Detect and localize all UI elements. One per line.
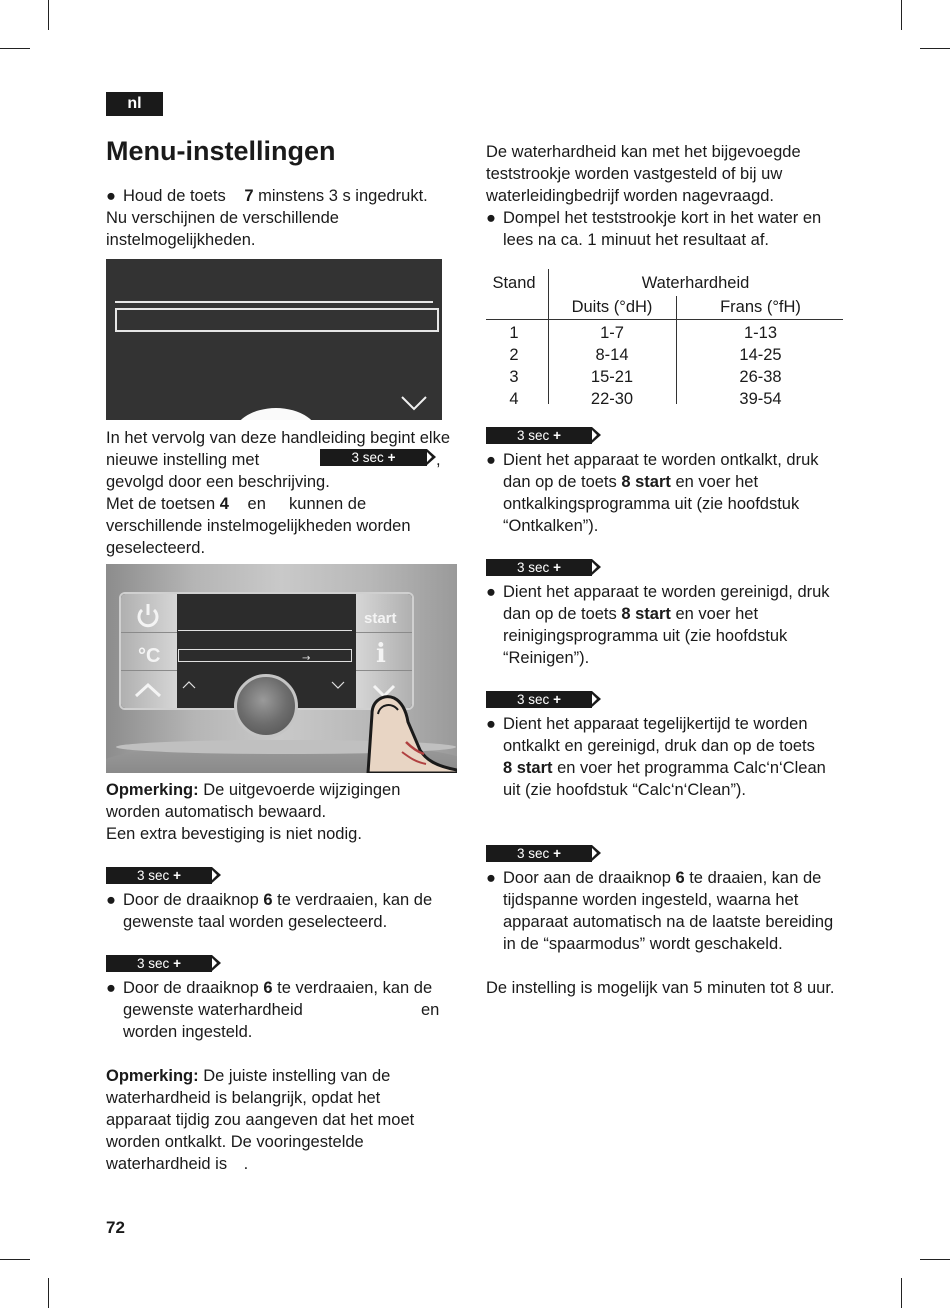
display-illustration [106, 259, 442, 420]
bullet-clean: ● Dient het apparaat te worden gereinigd, druk dan op de toets 8 start en voer het reinigingsprogramma uit (zie hoofdstuk “Reinigen”). [486, 583, 830, 667]
table-cell: 26-38 [739, 368, 782, 386]
key-number: 8 start [503, 759, 553, 777]
page-title: Menu-instellingen [106, 136, 336, 166]
bullet-language: ● Door de draaiknop 6 te verdraaien, kan de gewenste taal worden geselecteerd. [106, 891, 433, 931]
plus-icon: + [553, 428, 561, 443]
text: Dient het apparaat tegelijkertijd te worden ontkalkt en gereinigd, druk dan op de toets [503, 715, 815, 755]
paragraph: De waterhardheid kan met het bijgevoegde teststrookje worden vastgesteld of bij uw waterleidingbedrijf worden nagevraagd. [486, 143, 801, 205]
display-line [115, 301, 433, 303]
chevron-down-icon [374, 686, 394, 696]
text: Door de draaiknop [123, 979, 264, 997]
info-icon: i [376, 639, 386, 669]
language-tab: nl [106, 92, 163, 116]
bullet-calc-n-clean: ● Dient het apparaat tegelijkertijd te worden ontkalkt en gereinigd, druk dan op de toets 8 start en voer het programma Calc‘n‘Clean uit (zie hoofdstuk “Calc‘n‘Clean”). [486, 715, 826, 799]
plus-icon: + [553, 560, 561, 575]
table-divider [676, 296, 677, 404]
crop-mark [901, 0, 902, 30]
paragraph: gevolgd door een beschrijving. [106, 473, 330, 491]
three-sec-tag [486, 427, 606, 444]
key-number: 4 [219, 495, 229, 513]
page-number: 72 [106, 1218, 125, 1237]
crop-mark [0, 48, 30, 49]
bullet-water-hardness: ● Door de draaiknop 6 te verdraaien, kan de gewenste waterhardheid [106, 979, 433, 1019]
tag-text: 3 sec [137, 868, 170, 883]
chevron-down-icon [332, 682, 344, 688]
key-number: 6 [263, 979, 273, 997]
three-sec-tag [106, 867, 226, 884]
note-label: Opmerking: [106, 1067, 199, 1085]
table-header-waterhardheid: Waterhardheid [641, 274, 750, 292]
paragraph: Een extra bevestiging is niet nodig. [106, 825, 362, 843]
text: Met de toetsen [106, 495, 220, 513]
three-sec-tag [486, 691, 606, 708]
crop-mark [48, 1278, 49, 1308]
tag-text: 3 sec [351, 450, 384, 465]
power-icon [139, 604, 157, 626]
table-cell: 1-13 [743, 324, 778, 342]
note-paragraph [106, 1065, 441, 1175]
table-cell: 15-21 [590, 368, 634, 386]
bullet-descale: ● Dient het apparaat te worden ontkalkt, druk dan op de toets 8 start en voer het ontkalkingsprogramma uit (zie hoofdstuk “Ontkalken”). [486, 451, 819, 535]
table-cell: 22-30 [590, 390, 634, 408]
table-header-stand: Stand [492, 274, 536, 292]
rotary-knob [234, 674, 298, 738]
text: Dompel het teststrookje kort in het water en lees na ca. 1 minuut het resultaat af. [503, 209, 822, 249]
knob-outline [232, 408, 320, 420]
celsius-icon: °C [138, 645, 161, 667]
table-divider [486, 319, 843, 320]
plus-icon: + [173, 868, 181, 883]
text: te draaien, kan de tijdspanne worden ingesteld, waarna het apparaat automatisch na de laatste bereiding in de “spaarmodus” wordt geschakeld. [503, 869, 834, 953]
crop-mark [48, 0, 49, 30]
bullet-hold-key [106, 185, 462, 207]
arrow-right-icon: → [302, 653, 311, 664]
key-number: 6 [675, 869, 685, 887]
chevron-up-icon [183, 682, 195, 688]
three-sec-tag [486, 845, 606, 862]
plus-icon: + [173, 956, 181, 971]
text: en [242, 495, 271, 513]
text: In het vervolg van deze handleiding begint elke nieuwe instelling met [106, 429, 450, 469]
crop-mark [920, 1259, 950, 1260]
crop-mark [920, 48, 950, 49]
key-number: 8 start [621, 605, 671, 623]
table-header-fh: Frans (°fH) [720, 298, 801, 316]
tag-text: 3 sec [517, 846, 550, 861]
three-sec-tag [320, 449, 440, 466]
bullet-test-strip: ● Dompel het teststrookje kort in het water en lees na ca. 1 minuut het resultaat af. [486, 209, 822, 249]
text: De uitgevoerde wijzigingen worden automatisch bewaard. [106, 781, 401, 821]
key-number: 6 [263, 891, 273, 909]
table-cell: 2 [509, 346, 519, 364]
paragraph: Nu verschijnen de verschillende instelmogelijkheden. [106, 209, 339, 249]
three-sec-tag [486, 559, 606, 576]
table-cell: 3 [509, 368, 519, 386]
bullet-dot: ● [106, 187, 116, 205]
plus-icon: + [553, 692, 561, 707]
bullet-eco-mode: ● Door aan de draaiknop 6 te draaien, kan de tijdspanne worden ingesteld, waarna het apparaat automatisch na de laatste bereiding in de “spaarmodus” wordt geschakeld. [486, 869, 834, 953]
text: kunnen de verschillende instelmogelijkheden worden geselecteerd. [106, 495, 411, 557]
table-header-dh: Duits (°dH) [571, 298, 653, 316]
text: te verdraaien, kan de gewenste taal worden geselecteerd. [123, 891, 433, 931]
display-selection-box [115, 308, 439, 332]
text: en [421, 1001, 440, 1019]
text: De juiste instelling van de waterhardheid is belangrijk, opdat het apparaat tijdig zou aangeven dat het moet worden ontkalkt. De vooringestelde waterhardheid is [106, 1067, 415, 1173]
key-number: 8 start [621, 473, 671, 491]
chevron-up-icon [136, 685, 160, 696]
chevron-down-icon [400, 394, 428, 412]
text: Dient het apparaat te worden gereinigd, druk dan op de toets [503, 583, 830, 623]
table-cell: 39-54 [739, 390, 782, 408]
text: minstens 3 s ingedrukt. [253, 187, 428, 205]
table-cell: 14-25 [739, 346, 782, 364]
tag-text: 3 sec [137, 956, 170, 971]
note-label: Opmerking: [106, 781, 199, 799]
tag-text: 3 sec [517, 560, 550, 575]
text: Houd de toets [123, 187, 231, 205]
text: worden ingesteld. [123, 1023, 253, 1041]
note-paragraph [106, 779, 446, 823]
table-cell: 4 [509, 390, 519, 408]
text: . [243, 1155, 249, 1173]
key-number: 7 [244, 187, 254, 205]
tag-text: 3 sec [517, 428, 550, 443]
text: Door de draaiknop [123, 891, 264, 909]
text: en voer het ontkalkingsprogramma uit (zie hoofdstuk “Ontkalken”). [503, 473, 800, 535]
table-cell: 8-14 [595, 346, 629, 364]
three-sec-tag [106, 955, 226, 972]
control-panel-photo [106, 564, 457, 773]
paragraph [106, 493, 446, 559]
text: en voer het programma Calc‘n‘Clean uit (zie hoofdstuk “Calc‘n‘Clean”). [503, 759, 826, 799]
crop-mark [901, 1278, 902, 1308]
table-cell: 1-7 [600, 324, 624, 342]
text: te verdraaien, kan de gewenste waterhardheid [123, 979, 433, 1019]
tag-text: 3 sec [517, 692, 550, 707]
comma: , [436, 451, 441, 469]
text: Door aan de draaiknop [503, 869, 676, 887]
text: en voer het reinigingsprogramma uit (zie hoofdstuk “Reinigen”). [503, 605, 788, 667]
plus-icon: + [387, 450, 396, 465]
text: Dient het apparaat te worden ontkalkt, druk dan op de toets [503, 451, 819, 491]
control-panel-icons [106, 564, 457, 773]
plus-icon: + [553, 846, 561, 861]
start-label: start [364, 610, 397, 627]
crop-mark [0, 1259, 30, 1260]
table-cell: 1 [509, 324, 519, 342]
paragraph: De instelling is mogelijk van 5 minuten tot 8 uur. [486, 979, 835, 997]
